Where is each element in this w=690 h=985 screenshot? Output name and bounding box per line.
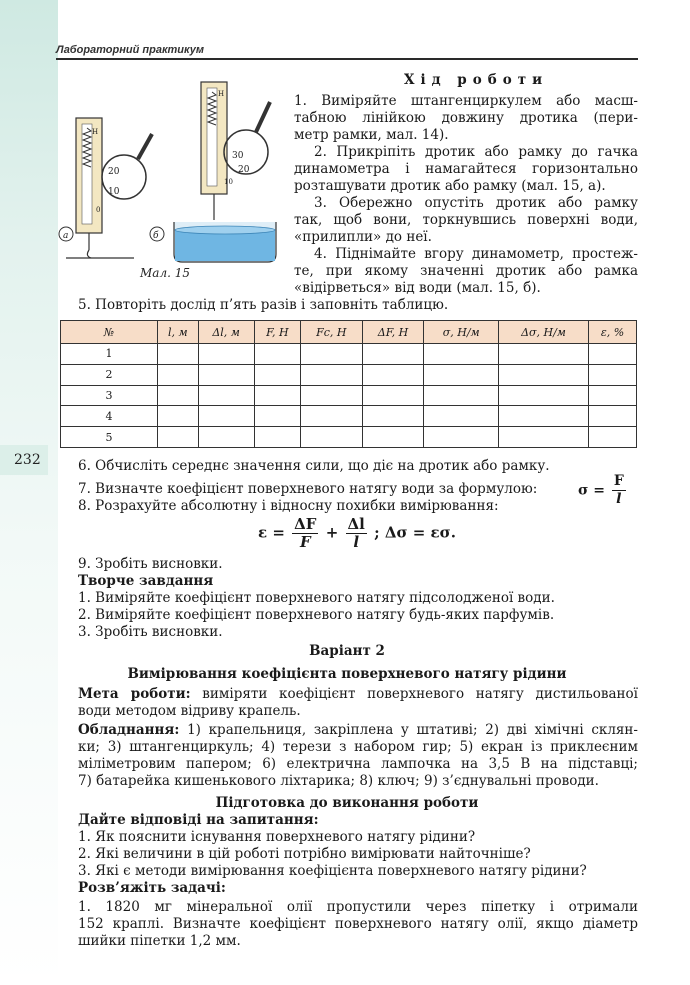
col-header: Δl, м bbox=[198, 321, 254, 344]
side-gradient bbox=[0, 0, 58, 985]
formula-plus: + bbox=[325, 523, 339, 542]
col-header: № bbox=[61, 321, 158, 344]
scale-a-label-3: 0 bbox=[96, 206, 101, 214]
col-header: Fc, Н bbox=[300, 321, 362, 344]
row-number: 2 bbox=[61, 364, 158, 385]
figure-caption: Мал. 15 bbox=[140, 266, 190, 280]
step-8: 8. Розрахуйте абсолютну і відносну похибки вимірювання: bbox=[78, 498, 499, 514]
creative-item: 3. Зробіть висновки. bbox=[78, 624, 223, 640]
task-line-2: 152 краплі. Визначте коефіцієнт поверхневого натягу олії, якщо діаметр bbox=[78, 916, 638, 932]
step-2-line-3: розташувати дротик або рамку (мал. 15, а). bbox=[294, 178, 606, 194]
col-header: ΔF, Н bbox=[362, 321, 424, 344]
scale-a-label-2: 10 bbox=[108, 187, 120, 197]
table-row bbox=[61, 344, 637, 365]
equip-line-1 bbox=[78, 722, 638, 739]
scale-b-label-0: Н bbox=[218, 90, 225, 98]
running-header: Лабораторний практикум bbox=[56, 44, 204, 56]
figure-dynamometers bbox=[56, 72, 286, 287]
scale-b-label-2: 20 bbox=[238, 165, 250, 175]
step-5: 5. Повторіть дослід п’ять разів і заповніть таблицю. bbox=[78, 297, 449, 313]
formula-sigma-num: F bbox=[613, 473, 624, 489]
step-3-line-1: 3. Обережно опустіть дротик або рамку bbox=[314, 195, 638, 211]
variant-title: Варіант 2 bbox=[309, 643, 385, 659]
scale-b-label-3: 10 bbox=[224, 178, 233, 186]
step-3-line-2: так, щоб вони, торкнувшись поверхні води, bbox=[294, 212, 638, 228]
goal-line-2: води методом відриву крапель. bbox=[78, 703, 301, 719]
col-header: ε, % bbox=[589, 321, 637, 344]
table-row bbox=[61, 364, 637, 385]
goal-line-1 bbox=[78, 686, 638, 703]
creative-item: 1. Виміряйте коефіцієнт поверхневого натягу підсолодженої води. bbox=[78, 590, 555, 606]
step-2-line-1: 2. Прикріпіть дротик або рамку до гачка bbox=[314, 144, 638, 160]
formula-sigma bbox=[578, 473, 628, 508]
step-9: 9. Зробіть висновки. bbox=[78, 556, 223, 572]
equip-line-2: ки; 3) штангенциркуль; 4) терези з набором гир; 5) екран із приклеєним bbox=[78, 739, 638, 755]
row-number: 5 bbox=[61, 427, 158, 448]
prep-heading: Підготовка до виконання роботи bbox=[215, 795, 479, 811]
task-line-3: шийки піпетки 1,2 мм. bbox=[78, 933, 241, 949]
creative-heading: Творче завдання bbox=[78, 573, 214, 589]
dynamometer-a bbox=[59, 118, 152, 258]
scale-b-label-1: 30 bbox=[232, 151, 244, 161]
task-line-1: 1. 1820 мг мінеральної олії пропустили через піпетку і отримали bbox=[78, 899, 638, 915]
question-item: 1. Як пояснити існування поверхневого натягу рідини? bbox=[78, 829, 476, 845]
step-3-line-3: «прилипли» до неї. bbox=[294, 229, 432, 245]
label-b: б bbox=[153, 231, 159, 241]
goal-text: виміряти коефіцієнт поверхневого натягу дистильованої bbox=[202, 686, 638, 702]
procedure-heading: Хід роботи bbox=[404, 72, 549, 88]
formula-den2: l bbox=[353, 533, 360, 551]
table-row bbox=[61, 427, 637, 448]
equip-line-4: 7) батарейка кишенькового ліхтарика; 8) ключ; 9) з’єднувальні проводи. bbox=[78, 773, 599, 789]
formula-tail: ; Δσ = εσ. bbox=[374, 523, 456, 542]
scale-a-label-0: Н bbox=[92, 128, 99, 136]
scale-a-label-1: 20 bbox=[108, 167, 120, 177]
formula-num1: ΔF bbox=[294, 515, 317, 533]
col-header: F, Н bbox=[254, 321, 300, 344]
page-number: 232 bbox=[14, 452, 41, 468]
goal-label: Мета роботи: bbox=[78, 686, 191, 702]
row-number: 3 bbox=[61, 385, 158, 406]
results-table bbox=[60, 320, 637, 448]
table-row bbox=[61, 406, 637, 427]
label-a: а bbox=[63, 231, 69, 241]
equip-label: Обладнання: bbox=[78, 722, 180, 738]
formula-sigma-den: l bbox=[616, 491, 622, 507]
equip-text: 1) крапельниця, закріплена у штативі; 2) дві хімічні склян- bbox=[187, 722, 638, 738]
step-1-line-3: метр рамки, мал. 14). bbox=[294, 127, 449, 143]
col-header: Δσ, Н/м bbox=[498, 321, 588, 344]
header-rule bbox=[56, 58, 638, 60]
step-1-line-2: табною лінійкою довжину дротика (пери- bbox=[294, 110, 638, 126]
step-7: 7. Визначте коефіцієнт поверхневого натягу води за формулою: bbox=[78, 481, 538, 497]
formula-errors bbox=[258, 516, 456, 551]
table-header-row bbox=[61, 321, 637, 344]
table-row bbox=[61, 385, 637, 406]
step-6: 6. Обчисліть середнє значення сили, що діє на дротик або рамку. bbox=[78, 458, 550, 474]
variant-subtitle: Вимірювання коефіцієнта поверхневого натягу рідини bbox=[127, 666, 567, 682]
formula-num2: Δl bbox=[347, 515, 365, 533]
step-4-line-2: те, при якому значенні дротик або рамка bbox=[294, 263, 638, 279]
dynamometer-b bbox=[150, 82, 276, 262]
question-item: 2. Які величини в цій роботі потрібно вимірювати найточніше? bbox=[78, 846, 531, 862]
step-2-line-2: динамометра і намагайтеся горизонтально bbox=[294, 161, 638, 177]
col-header: σ, Н/м bbox=[424, 321, 499, 344]
step-1-line-1: 1. Виміряйте штангенциркулем або масш- bbox=[294, 93, 638, 109]
formula-eps: ε = bbox=[258, 523, 285, 542]
step-4-line-1: 4. Піднімайте вгору динамометр, простеж- bbox=[314, 246, 638, 262]
row-number: 4 bbox=[61, 406, 158, 427]
col-header: l, м bbox=[158, 321, 199, 344]
formula-sigma-lhs: σ = bbox=[578, 482, 605, 499]
step-4-line-3: «відірветься» від води (мал. 15, б). bbox=[294, 280, 541, 296]
creative-item: 2. Виміряйте коефіцієнт поверхневого натягу будь-яких парфумів. bbox=[78, 607, 555, 623]
formula-den1: F bbox=[299, 533, 311, 551]
equip-line-3: міліметровим папером; 6) електрична лампочка на 3,5 В на підставці; bbox=[78, 756, 638, 772]
row-number: 1 bbox=[61, 344, 158, 365]
tasks-heading: Розв’яжіть задачі: bbox=[78, 880, 226, 896]
questions-heading: Дайте відповіді на запитання: bbox=[78, 812, 319, 828]
question-item: 3. Які є методи вимірювання коефіцієнта поверхневого натягу рідини? bbox=[78, 863, 587, 879]
